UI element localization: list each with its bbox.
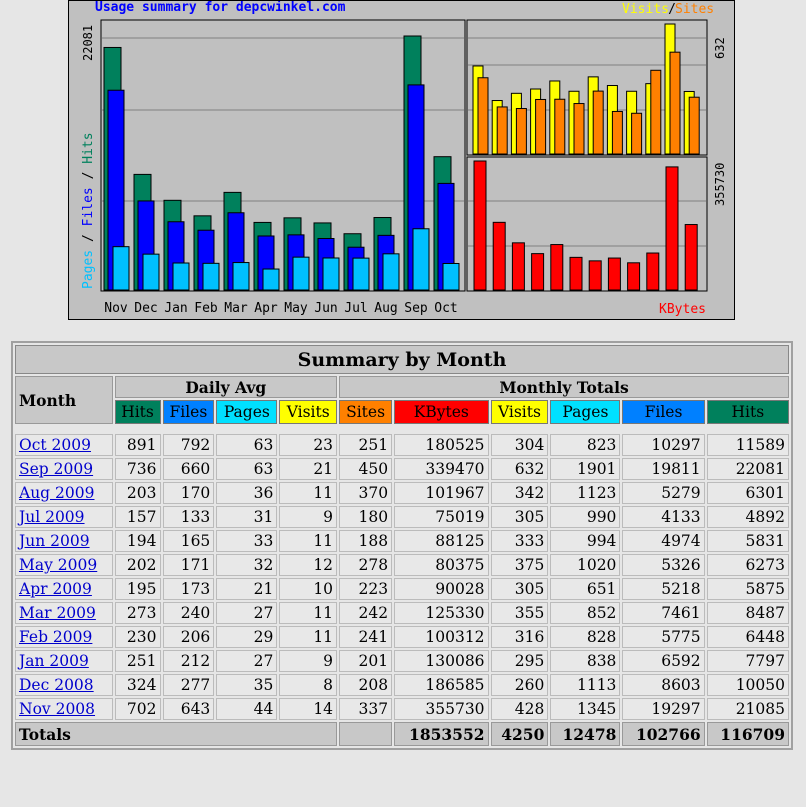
pages-bar <box>203 263 219 290</box>
sites-bar <box>516 109 526 154</box>
month-cell <box>15 482 113 504</box>
table-row <box>15 554 789 576</box>
x-tick-label: Feb <box>194 301 218 316</box>
legend-visits: Visits <box>622 2 669 17</box>
cell-files: 5326 <box>622 554 704 576</box>
cell-hits: 891 <box>115 434 161 456</box>
month-header: Month <box>15 376 113 424</box>
cell-visits: 316 <box>491 626 549 648</box>
cell-files: 792 <box>163 434 215 456</box>
kbytes-bar <box>570 257 582 290</box>
kbytes-bar <box>474 161 486 290</box>
legend-pages-files-sep: / <box>81 234 96 243</box>
cell-pages: 44 <box>216 698 277 720</box>
cell-visits: 305 <box>491 506 549 528</box>
table-row <box>15 674 789 696</box>
month-cell <box>15 698 113 720</box>
cell-sites: 251 <box>339 434 392 456</box>
legend-pages: Pages <box>81 249 96 289</box>
kbytes-bar <box>512 243 524 290</box>
cell-sites: 450 <box>339 458 392 480</box>
x-tick-label: Jan <box>164 301 188 316</box>
cell-kbytes: 186585 <box>394 674 488 696</box>
max-hits-label: 22081 <box>81 24 95 61</box>
cell-hits: 6448 <box>707 626 789 648</box>
column-header-files-daily: Files <box>163 400 215 424</box>
cell-files: 173 <box>163 578 215 600</box>
totals-files: 102766 <box>622 722 704 746</box>
pages-bar <box>323 258 339 290</box>
kbytes-bar <box>628 263 640 290</box>
kbytes-bar <box>589 261 601 290</box>
legend-files-hits-sep: / <box>81 171 96 180</box>
cell-pages: 29 <box>216 626 277 648</box>
column-header-hits-monthly: Hits <box>707 400 789 424</box>
table-row <box>15 434 789 456</box>
cell-hits: 22081 <box>707 458 789 480</box>
cell-pages: 27 <box>216 602 277 624</box>
x-tick-label: Nov <box>104 301 128 316</box>
summary-by-month-table <box>11 341 793 750</box>
cell-visits: 11 <box>279 530 337 552</box>
cell-kbytes: 180525 <box>394 434 488 456</box>
x-tick-label: Mar <box>224 301 248 316</box>
cell-hits: 195 <box>115 578 161 600</box>
cell-sites: 201 <box>339 650 392 672</box>
sites-bar <box>689 97 699 154</box>
cell-kbytes: 130086 <box>394 650 488 672</box>
legend-kbytes: KBytes <box>659 302 706 317</box>
cell-pages: 35 <box>216 674 277 696</box>
chart-title: Usage summary for depcwinkel.com <box>95 1 346 15</box>
cell-hits: 11589 <box>707 434 789 456</box>
pages-bar <box>353 258 369 290</box>
cell-hits: 6301 <box>707 482 789 504</box>
column-header-hits-daily: Hits <box>115 400 161 424</box>
month-link[interactable]: Jun 2009 <box>19 532 90 550</box>
cell-visits: 305 <box>491 578 549 600</box>
cell-files: 4974 <box>622 530 704 552</box>
totals-kbytes: 1853552 <box>394 722 488 746</box>
cell-pages: 828 <box>550 626 620 648</box>
cell-hits: 5831 <box>707 530 789 552</box>
month-link[interactable]: Apr 2009 <box>19 580 92 598</box>
cell-files: 240 <box>163 602 215 624</box>
cell-sites: 208 <box>339 674 392 696</box>
cell-pages: 1113 <box>550 674 620 696</box>
cell-visits: 295 <box>491 650 549 672</box>
cell-files: 660 <box>163 458 215 480</box>
cell-visits: 9 <box>279 506 337 528</box>
cell-visits: 355 <box>491 602 549 624</box>
usage-chart <box>68 0 735 320</box>
cell-hits: 21085 <box>707 698 789 720</box>
cell-pages: 994 <box>550 530 620 552</box>
totals-hits: 116709 <box>707 722 789 746</box>
column-header-visits-monthly: Visits <box>491 400 549 424</box>
table-row <box>15 530 789 552</box>
column-header-row <box>15 400 789 424</box>
cell-visits: 14 <box>279 698 337 720</box>
cell-pages: 1123 <box>550 482 620 504</box>
cell-sites: 278 <box>339 554 392 576</box>
sites-bar <box>593 91 603 154</box>
month-link[interactable]: Jul 2009 <box>19 508 85 526</box>
x-tick-label: May <box>284 301 308 316</box>
cell-files: 170 <box>163 482 215 504</box>
sites-bar <box>555 99 565 154</box>
cell-visits: 8 <box>279 674 337 696</box>
cell-visits: 11 <box>279 482 337 504</box>
cell-files: 133 <box>163 506 215 528</box>
table-row <box>15 626 789 648</box>
pages-bar <box>443 263 459 290</box>
cell-pages: 33 <box>216 530 277 552</box>
cell-hits: 736 <box>115 458 161 480</box>
month-link[interactable]: Aug 2009 <box>19 484 95 502</box>
table-title: Summary by Month <box>15 345 789 374</box>
totals-row <box>15 722 789 746</box>
cell-files: 4133 <box>622 506 704 528</box>
sites-bar <box>632 113 642 154</box>
month-link[interactable]: Dec 2008 <box>19 676 94 694</box>
cell-pages: 1345 <box>550 698 620 720</box>
cell-pages: 823 <box>550 434 620 456</box>
sites-bar <box>574 104 584 154</box>
cell-sites: 180 <box>339 506 392 528</box>
month-cell <box>15 506 113 528</box>
cell-files: 212 <box>163 650 215 672</box>
column-header-files-monthly: Files <box>622 400 704 424</box>
cell-pages: 852 <box>550 602 620 624</box>
month-cell <box>15 626 113 648</box>
month-cell <box>15 554 113 576</box>
daily-avg-header: Daily Avg <box>115 376 338 398</box>
x-tick-label: Jun <box>314 301 338 316</box>
kbytes-bar <box>551 245 563 290</box>
pages-bar <box>383 254 399 290</box>
cell-kbytes: 101967 <box>394 482 488 504</box>
cell-hits: 157 <box>115 506 161 528</box>
sites-bar <box>497 107 507 154</box>
cell-files: 6592 <box>622 650 704 672</box>
month-cell <box>15 578 113 600</box>
totals-visits: 4250 <box>491 722 549 746</box>
month-link[interactable]: Jan 2009 <box>19 652 89 670</box>
cell-files: 5775 <box>622 626 704 648</box>
x-tick-label: Oct <box>434 301 458 316</box>
cell-sites: 337 <box>339 698 392 720</box>
month-cell <box>15 602 113 624</box>
cell-sites: 370 <box>339 482 392 504</box>
cell-hits: 7797 <box>707 650 789 672</box>
cell-sites: 223 <box>339 578 392 600</box>
pages-bar <box>143 254 159 290</box>
cell-hits: 194 <box>115 530 161 552</box>
cell-visits: 260 <box>491 674 549 696</box>
cell-hits: 702 <box>115 698 161 720</box>
cell-sites: 241 <box>339 626 392 648</box>
column-header-sites-monthly: Sites <box>339 400 392 424</box>
month-cell <box>15 650 113 672</box>
cell-files: 5279 <box>622 482 704 504</box>
cell-kbytes: 90028 <box>394 578 488 600</box>
cell-visits: 428 <box>491 698 549 720</box>
cell-hits: 4892 <box>707 506 789 528</box>
cell-visits: 21 <box>279 458 337 480</box>
sites-bar <box>670 52 680 154</box>
totals-pages: 12478 <box>550 722 620 746</box>
month-link[interactable]: Feb 2009 <box>19 628 93 646</box>
monthly-totals-header: Monthly Totals <box>339 376 789 398</box>
cell-pages: 990 <box>550 506 620 528</box>
month-link[interactable]: Mar 2009 <box>19 604 96 622</box>
legend-hits: Hits <box>81 132 96 164</box>
cell-pages: 36 <box>216 482 277 504</box>
cell-hits: 230 <box>115 626 161 648</box>
cell-pages: 1901 <box>550 458 620 480</box>
cell-pages: 63 <box>216 458 277 480</box>
cell-kbytes: 80375 <box>394 554 488 576</box>
column-header-pages-monthly: Pages <box>550 400 620 424</box>
x-tick-label: Aug <box>374 301 398 316</box>
month-cell <box>15 434 113 456</box>
table-row <box>15 602 789 624</box>
kbytes-bar <box>666 167 678 290</box>
column-header-kbytes-monthly: KBytes <box>394 400 488 424</box>
cell-visits: 11 <box>279 602 337 624</box>
x-tick-label: Apr <box>254 301 278 316</box>
cell-files: 5218 <box>622 578 704 600</box>
usage-chart-svg <box>69 1 736 321</box>
cell-visits: 632 <box>491 458 549 480</box>
cell-pages: 21 <box>216 578 277 600</box>
pages-bar <box>113 247 129 290</box>
table-row <box>15 506 789 528</box>
table-row <box>15 698 789 720</box>
cell-visits: 375 <box>491 554 549 576</box>
column-header-visits-daily: Visits <box>279 400 337 424</box>
cell-visits: 11 <box>279 626 337 648</box>
cell-pages: 838 <box>550 650 620 672</box>
cell-files: 7461 <box>622 602 704 624</box>
cell-kbytes: 88125 <box>394 530 488 552</box>
legend-sites: Sites <box>675 2 715 17</box>
cell-hits: 6273 <box>707 554 789 576</box>
kbytes-bar <box>532 254 544 290</box>
totals-sites <box>339 722 392 746</box>
month-cell <box>15 530 113 552</box>
legend-files: Files <box>81 187 96 227</box>
cell-hits: 10050 <box>707 674 789 696</box>
kbytes-bar <box>685 225 697 290</box>
cell-files: 8603 <box>622 674 704 696</box>
pages-bar <box>233 263 249 290</box>
sites-bar <box>536 99 546 154</box>
kbytes-bar <box>647 253 659 290</box>
cell-files: 165 <box>163 530 215 552</box>
max-kbytes-label: 355730 <box>713 162 727 206</box>
cell-files: 277 <box>163 674 215 696</box>
cell-files: 643 <box>163 698 215 720</box>
cell-hits: 251 <box>115 650 161 672</box>
cell-files: 171 <box>163 554 215 576</box>
month-link[interactable]: Nov 2008 <box>19 700 96 718</box>
x-tick-label: Jul <box>344 301 368 316</box>
cell-visits: 342 <box>491 482 549 504</box>
month-link[interactable]: Sep 2009 <box>19 460 94 478</box>
cell-pages: 32 <box>216 554 277 576</box>
cell-kbytes: 75019 <box>394 506 488 528</box>
table-row <box>15 458 789 480</box>
cell-visits: 23 <box>279 434 337 456</box>
cell-hits: 203 <box>115 482 161 504</box>
legend-visits-sites-sep: / <box>668 2 676 17</box>
cell-hits: 273 <box>115 602 161 624</box>
cell-sites: 242 <box>339 602 392 624</box>
sites-bar <box>651 70 661 154</box>
cell-hits: 324 <box>115 674 161 696</box>
cell-visits: 12 <box>279 554 337 576</box>
cell-kbytes: 100312 <box>394 626 488 648</box>
cell-pages: 63 <box>216 434 277 456</box>
month-link[interactable]: Oct 2009 <box>19 436 91 454</box>
kbytes-bar <box>608 258 620 290</box>
column-header-pages-daily: Pages <box>216 400 277 424</box>
month-cell <box>15 458 113 480</box>
cell-visits: 9 <box>279 650 337 672</box>
legend-left <box>81 132 96 289</box>
cell-hits: 5875 <box>707 578 789 600</box>
cell-kbytes: 125330 <box>394 602 488 624</box>
cell-files: 19297 <box>622 698 704 720</box>
pages-bar <box>173 263 189 290</box>
cell-files: 206 <box>163 626 215 648</box>
table-row <box>15 578 789 600</box>
cell-visits: 333 <box>491 530 549 552</box>
cell-pages: 1020 <box>550 554 620 576</box>
cell-visits: 10 <box>279 578 337 600</box>
pages-bar <box>263 269 279 290</box>
table-row <box>15 650 789 672</box>
kbytes-bar <box>493 222 505 290</box>
cell-hits: 8487 <box>707 602 789 624</box>
pages-bar <box>293 257 309 290</box>
cell-files: 19811 <box>622 458 704 480</box>
cell-kbytes: 355730 <box>394 698 488 720</box>
cell-sites: 188 <box>339 530 392 552</box>
cell-kbytes: 339470 <box>394 458 488 480</box>
cell-pages: 27 <box>216 650 277 672</box>
cell-visits: 304 <box>491 434 549 456</box>
max-visits-label: 632 <box>713 37 727 59</box>
cell-pages: 31 <box>216 506 277 528</box>
totals-label: Totals <box>15 722 337 746</box>
x-tick-label: Sep <box>404 301 428 316</box>
month-link[interactable]: May 2009 <box>19 556 98 574</box>
cell-hits: 202 <box>115 554 161 576</box>
table-row <box>15 482 789 504</box>
x-tick-label: Dec <box>134 301 158 316</box>
sites-bar <box>478 78 488 154</box>
pages-bar <box>413 229 429 290</box>
sites-bar <box>612 111 622 154</box>
cell-pages: 651 <box>550 578 620 600</box>
cell-files: 10297 <box>622 434 704 456</box>
month-cell <box>15 674 113 696</box>
